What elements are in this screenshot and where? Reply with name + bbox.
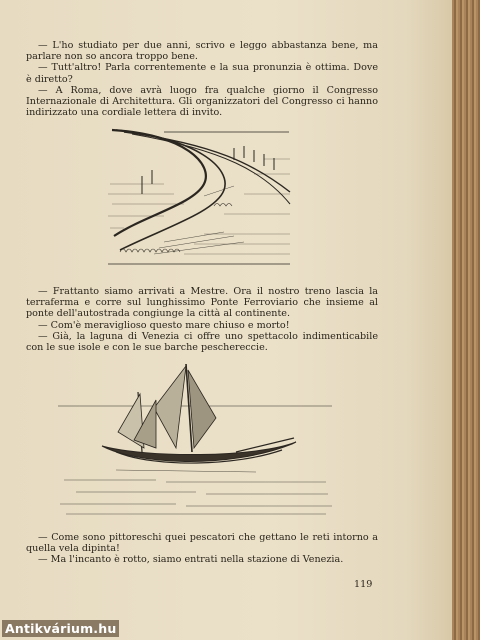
fishing-boat-illustration xyxy=(56,360,336,520)
paragraph: — Già, la laguna di Venezia ci offre uno spettacolo indimenticabile con le sue isole e con le sue barche peschereccie. xyxy=(26,330,378,354)
bridge-lagoon-illustration xyxy=(104,124,294,274)
paragraph: — Ma l'incanto è rotto, siamo entrati nella stazione di Venezia. xyxy=(38,554,344,566)
paragraph: — Come sono pittoreschi quei pescatori che gettano le reti intorno a quella vela dipinta! xyxy=(26,532,378,555)
dialogue-bottom xyxy=(26,532,378,566)
book-spine xyxy=(452,0,480,640)
paragraph: — A Roma, dove avrà luogo fra qualche giorno il Congresso Internazionale di Architettura. Gli organizzatori del Congresso ci hanno indirizzato una cordiale lettera di invito. xyxy=(26,84,378,119)
dialogue-top xyxy=(26,40,378,118)
paragraph: — L'ho studiato per due anni, scrivo e leggo abbastanza bene, ma parlare non so ancora troppo bene. xyxy=(26,40,378,63)
dialogue-middle xyxy=(26,286,378,353)
paragraph: — Tutt'altro! Parla correntemente e la sua pronunzia è ottima. Dove è diretto? xyxy=(26,62,378,85)
paragraph: — Frattanto siamo arrivati a Mestre. Ora il nostro treno lascia la terraferma e corre sul lunghissimo Ponte Ferroviario che insieme al ponte dell'autostrada congiunge la città al continente. xyxy=(26,286,378,320)
paragraph: — Com'è meraviglioso questo mare chiuso e morto! xyxy=(38,319,290,331)
watermark: Antikvárium.hu xyxy=(2,620,119,637)
page-number: 119 xyxy=(354,579,373,590)
